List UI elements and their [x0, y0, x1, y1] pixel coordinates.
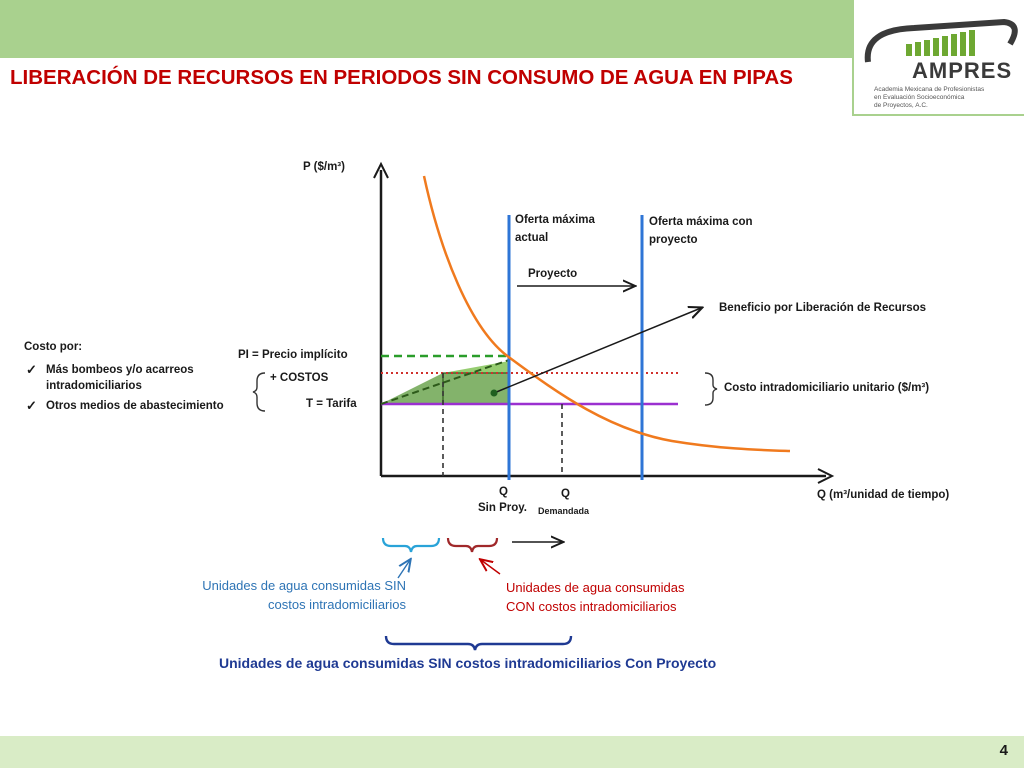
costo-item-text: Otros medios de abastecimiento	[46, 400, 224, 412]
sin-costos-brace	[383, 538, 439, 552]
sin-costos-note-line-2: costos intradomiciliarios	[268, 597, 406, 612]
logo-line-2: en Evaluación Socioeconómica	[874, 94, 965, 101]
logo-line-1: Academia Mexicana de Profesionistas	[874, 86, 985, 93]
logo-line-3: de Proyectos, A.C.	[874, 102, 928, 109]
proyecto-label: Proyecto	[528, 268, 578, 280]
beneficio-arrow	[494, 308, 701, 393]
sin-costos-note	[186, 576, 406, 614]
con-costos-note	[506, 578, 685, 616]
sin-costos-note-line-1: Unidades de agua consumidas SIN	[202, 578, 406, 593]
con-proyecto-note: Unidades de agua consumidas SIN costos intradomiciliarios Con Proyecto	[219, 655, 717, 671]
q-sin-proy-label-1: Q	[499, 486, 508, 498]
benefit-area	[381, 373, 509, 404]
slide-title: LIBERACIÓN DE RECURSOS EN PERIODOS SIN CONSUMO DE AGUA EN PIPAS	[10, 66, 793, 89]
pi-label: PI = Precio implícito	[238, 349, 348, 361]
con-costos-note-line-1: Unidades de agua consumidas	[506, 580, 685, 595]
oferta-proyecto-label-1: Oferta máxima con	[649, 216, 753, 228]
oferta-actual-label-2: actual	[515, 232, 549, 244]
check-icon: ✓	[26, 362, 37, 377]
con-costos-pointer	[481, 560, 500, 574]
q-sin-proy-label-2: Sin Proy.	[478, 502, 527, 514]
costo-por-heading: Costo por:	[24, 341, 83, 353]
beneficio-point	[491, 390, 498, 397]
y-axis-label: P ($/m³)	[303, 161, 345, 173]
q-demandada-label-1: Q	[561, 488, 570, 500]
costo-item-text: Más bombeos y/o acarreos intradomiciliarios	[46, 364, 194, 392]
costo-intradomiciliario-brace	[705, 373, 717, 405]
costo-intradomiciliario-label: Costo intradomiciliario unitario ($/m³)	[724, 382, 930, 394]
tarifa-label: T = Tarifa	[306, 398, 357, 410]
con-costos-brace	[448, 538, 497, 552]
con-costos-note-line-2: CON costos intradomiciliarios	[506, 599, 677, 614]
beneficio-label: Beneficio por Liberación de Recursos	[719, 302, 927, 314]
con-proyecto-brace	[386, 636, 571, 650]
oferta-actual-label-1: Oferta máxima	[515, 214, 595, 226]
q-demandada-label-2: Demandada	[538, 506, 590, 516]
page-number: 4	[999, 742, 1008, 759]
costos-brace	[253, 373, 265, 411]
x-axis-label: Q (m³/unidad de tiempo)	[817, 489, 950, 501]
logo-name: AMPRES	[912, 58, 1013, 83]
costos-label: + COSTOS	[270, 372, 329, 384]
oferta-proyecto-label-2: proyecto	[649, 234, 698, 246]
check-icon: ✓	[26, 398, 37, 413]
bottom-banner	[0, 736, 1024, 768]
